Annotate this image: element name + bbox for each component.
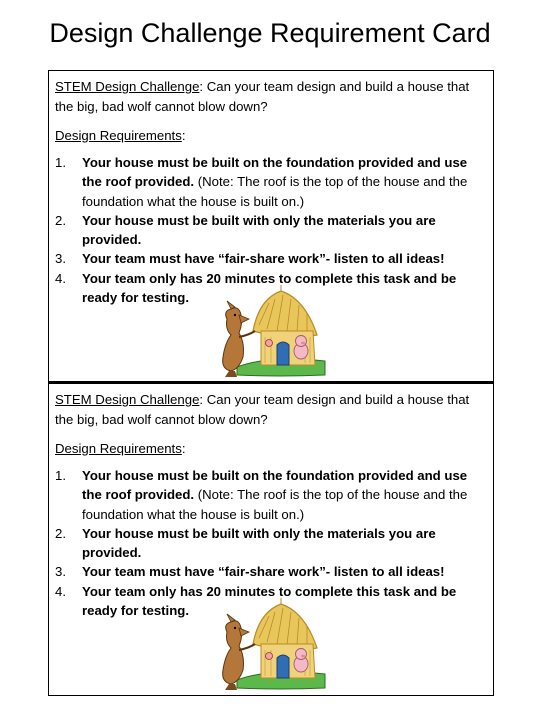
requirement-number: 1.: [55, 468, 66, 483]
requirement-note: (Note: The roof is the top of the house and the foundation what the house is built on.): [82, 174, 468, 209]
requirement-item-1: [55, 153, 487, 211]
requirement-text: Your house must be built with only the materials you are provided.: [82, 525, 436, 561]
challenge-statement: [55, 390, 485, 429]
requirement-number: 2.: [55, 525, 66, 541]
challenge-text: : Can your team design and build a house that the big, bad wolf cannot blow down?: [55, 392, 470, 427]
requirement-card-2: [48, 382, 494, 696]
requirements-colon: :: [181, 441, 186, 456]
requirement-note: (Note: The roof is the top of the house and the foundation what the house is built on.): [82, 487, 468, 522]
requirements-label: Design Requirements: [55, 128, 182, 143]
requirement-text: Your team only has 20 minutes to complete this task and be ready for testing.: [82, 583, 457, 619]
challenge-text: : Can your team design and build a house that the big, bad wolf cannot blow down?: [55, 79, 470, 114]
requirement-number: 3.: [55, 251, 66, 267]
requirement-text: Your team must have “fair-share work”- listen to all ideas!: [82, 564, 445, 580]
requirement-number: 4.: [55, 270, 66, 286]
requirement-item-2: [55, 211, 487, 250]
requirement-card-1: [48, 70, 494, 382]
requirement-text: Your house must be built with only the materials you are provided.: [82, 212, 436, 248]
requirement-item-2: [55, 524, 487, 563]
requirement-text: Your house must be built on the foundation provided and use the roof provided.: [82, 468, 468, 503]
requirement-number: 1.: [55, 155, 66, 170]
requirements-heading: [55, 439, 185, 458]
wolf-and-pig-straw-house-icon: [209, 598, 329, 693]
requirement-number: 3.: [55, 564, 66, 580]
requirement-text: Your house must be built on the foundation provided and use the roof provided.: [82, 155, 468, 190]
requirement-item-3: [55, 249, 487, 268]
requirement-text: Your team only has 20 minutes to complete this task and be ready for testing.: [82, 270, 457, 306]
challenge-statement: [55, 77, 485, 116]
requirement-item-1: [55, 466, 487, 524]
page-title: Design Challenge Requirement Card: [49, 18, 491, 48]
requirements-heading: [55, 126, 185, 145]
requirement-text: Your team must have “fair-share work”- listen to all ideas!: [82, 251, 445, 267]
challenge-label: STEM Design Challenge: [55, 392, 200, 407]
requirement-number: 2.: [55, 212, 66, 228]
requirement-item-3: [55, 562, 487, 581]
requirement-number: 4.: [55, 583, 66, 599]
requirements-colon: :: [181, 128, 186, 143]
requirements-label: Design Requirements: [55, 441, 182, 456]
wolf-and-pig-straw-house-icon: [209, 285, 329, 380]
challenge-label: STEM Design Challenge: [55, 79, 200, 94]
